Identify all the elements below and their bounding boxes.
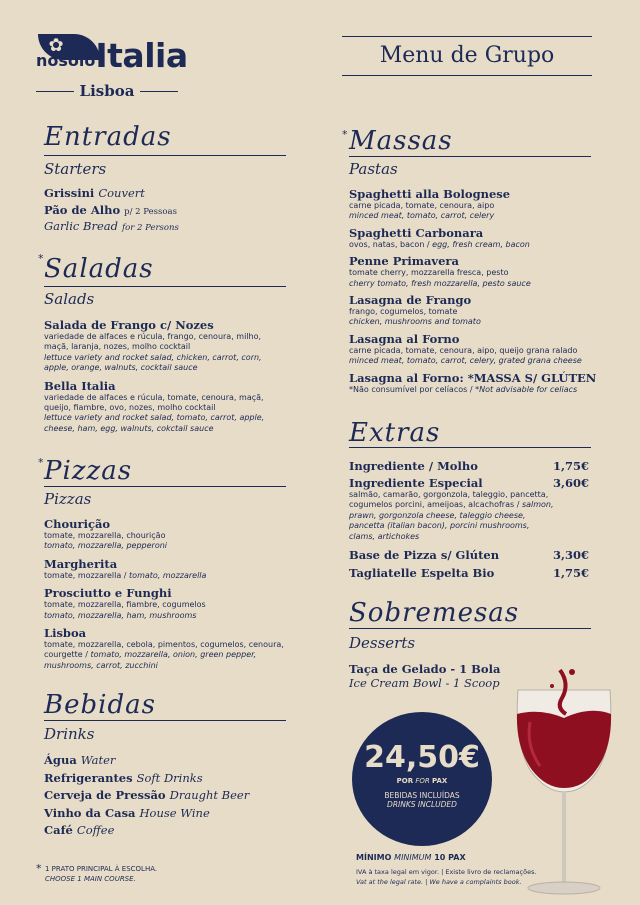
list-item: Pão de Alho p/ 2 Pessoas [44,203,177,217]
entradas-sub: Starters [44,160,107,178]
flower-icon: ✿ [48,35,64,56]
list-item: Lasagna al Forno carne picada, tomate, cenoura, aipo, queijo grana ralado minced meat, tomato, carrot, celery, grated grana cheese [349,331,582,366]
logo-big-text: Italia [95,36,188,75]
massas-sub: Pastas [349,160,398,178]
list-item: Tagliatelle Espelta Bio 1,75€ [349,566,589,581]
legal-note: IVA à taxa legal em vigor. | Existe livro de reclamações. Vat at the legal rate. | We have a complaints book. [356,868,537,886]
footnote-star: * [36,862,42,875]
bebidas-script: Bebidas [44,690,156,720]
list-item: Água Water [44,753,116,767]
bebidas-sub: Drinks [44,725,95,743]
list-item: Spaghetti Carbonara ovos, natas, bacon / egg, fresh cream, bacon [349,225,530,249]
list-item: Café Coffee [44,823,115,837]
extras-list [349,459,589,580]
footnote: 1 PRATO PRINCIPAL À ESCOLHA. CHOOSE 1 MAIN COURSE. [45,865,158,883]
list-item: Vinho da Casa House Wine [44,805,210,820]
wine-glass-image [500,662,624,900]
massas-script: Massas [349,126,453,156]
bebidas-rule [44,720,286,721]
list-item: Refrigerantes Soft Drinks [44,770,203,785]
list-item: Margherita tomate, mozzarella / tomato, mozzarella [44,556,207,580]
entradas-list [44,186,286,235]
price: 3,30€ [552,548,589,563]
price: 1,75€ [552,459,589,473]
list-item: Chourição tomate, mozzarella, chourição tomato, mozzarella, pepperoni [44,517,168,551]
price-badge [352,712,492,846]
list-item: Cerveja de Pressão Draught Beer [44,788,250,802]
list-item: Ingrediente Especial 3,60€ salmão, camarão, gorgonzola, taleggio, pancetta, cogumelos porcini, ameijoas, alcachofras / salmon, prawn, gorgonzola cheese, taleggio cheese, pancetta (italian bacon), porcini mushrooms, clams, artichokes [349,476,589,541]
massas-rule [349,156,591,157]
pizzas-rule [44,486,286,487]
list-item: Lasagna al Forno: *MASSA S/ GLÚTEN *Não consumível por celíacos / *Not advisable for celiacs [349,370,597,394]
badge-drinks: BEBIDAS INCLUÍDAS DRINKS INCLUDED [384,791,460,809]
list-item-alt: Garlic Bread for 2 Persons [44,219,179,233]
list-item: Salada de Frango c/ Nozes variedade de alfaces e rúcula, frango, cenoura, milho, maçã, laranja, nozes, molho cocktail lettuce variety and rocket salad, chicken, carrot, corn, apple, orange, walnuts, cocktail sauce [44,318,262,373]
sobremesas-rule [349,628,591,629]
pizzas-list [44,517,290,671]
extras-rule [349,447,591,448]
list-item: Ingrediente / Molho 1,75€ [349,459,589,473]
list-item: Lasagna de Frango frango, cogumelos, tomate chicken, mushrooms and tomato [349,293,481,327]
sobremesas-item: Taça de Gelado - 1 Bola Ice Cream Bowl - 1 Scoop [349,662,501,690]
logo-small-text: nosolo [36,51,96,70]
list-item: Base de Pizza s/ Glúten 3,30€ [349,548,589,563]
list-item: Prosciutto e Funghi tomate, mozzarella, fiambre, cogumelos tomato, mozzarella, ham, mushrooms [44,586,206,620]
list-item: Bella Italia variedade de alfaces e rúcula, tomate, cenoura, maçã, queijo, fiambre, ovo, nozes, molho cocktail lettuce variety and rocket salad, tomato, carrot, apple, cheese, ham, egg, walnuts, cokctail sauce [44,378,265,433]
saladas-star: * [38,252,44,265]
pizzas-script: Pizzas [44,456,133,486]
price: 1,75€ [552,566,589,581]
saladas-sub: Salads [44,290,95,308]
logo-city: Lisboa [36,82,178,100]
badge-per-pax: POR FOR PAX [396,777,448,785]
sobremesas-sub: Desserts [349,634,416,652]
massas-star: * [342,128,348,141]
badge-price: 24,50€ [364,740,480,775]
logo [36,36,196,75]
saladas-list [44,318,288,434]
list-item: Grissini Couvert [44,186,145,200]
saladas-script: Saladas [44,254,154,284]
pizzas-star: * [38,456,44,469]
sobremesas-script: Sobremesas [349,598,520,628]
price: 3,60€ [552,476,589,490]
minimum-pax: MÍNIMO MINIMUM 10 PAX [356,853,466,862]
pizzas-sub: Pizzas [44,490,92,508]
bebidas-list [44,752,286,840]
entradas-rule [44,155,286,156]
list-item: Lisboa tomate, mozzarella, cebola, pimentos, cogumelos, cenoura, courgette / tomato, mozzarella, onion, green pepper, mushrooms, carrot, zucchini [44,626,284,670]
list-item: Penne Primavera tomate cherry, mozzarella fresca, pesto cherry tomato, fresh mozzarella, pesto sauce [349,254,531,288]
extras-script: Extras [349,418,441,448]
saladas-rule [44,286,286,287]
list-item: Spaghetti alla Bolognese carne picada, tomate, cenoura, aipo minced meat, tomato, carrot, celery [349,187,511,221]
page-title: Menu de Grupo [342,36,592,76]
entradas-script: Entradas [44,122,172,152]
massas-list [349,187,605,395]
